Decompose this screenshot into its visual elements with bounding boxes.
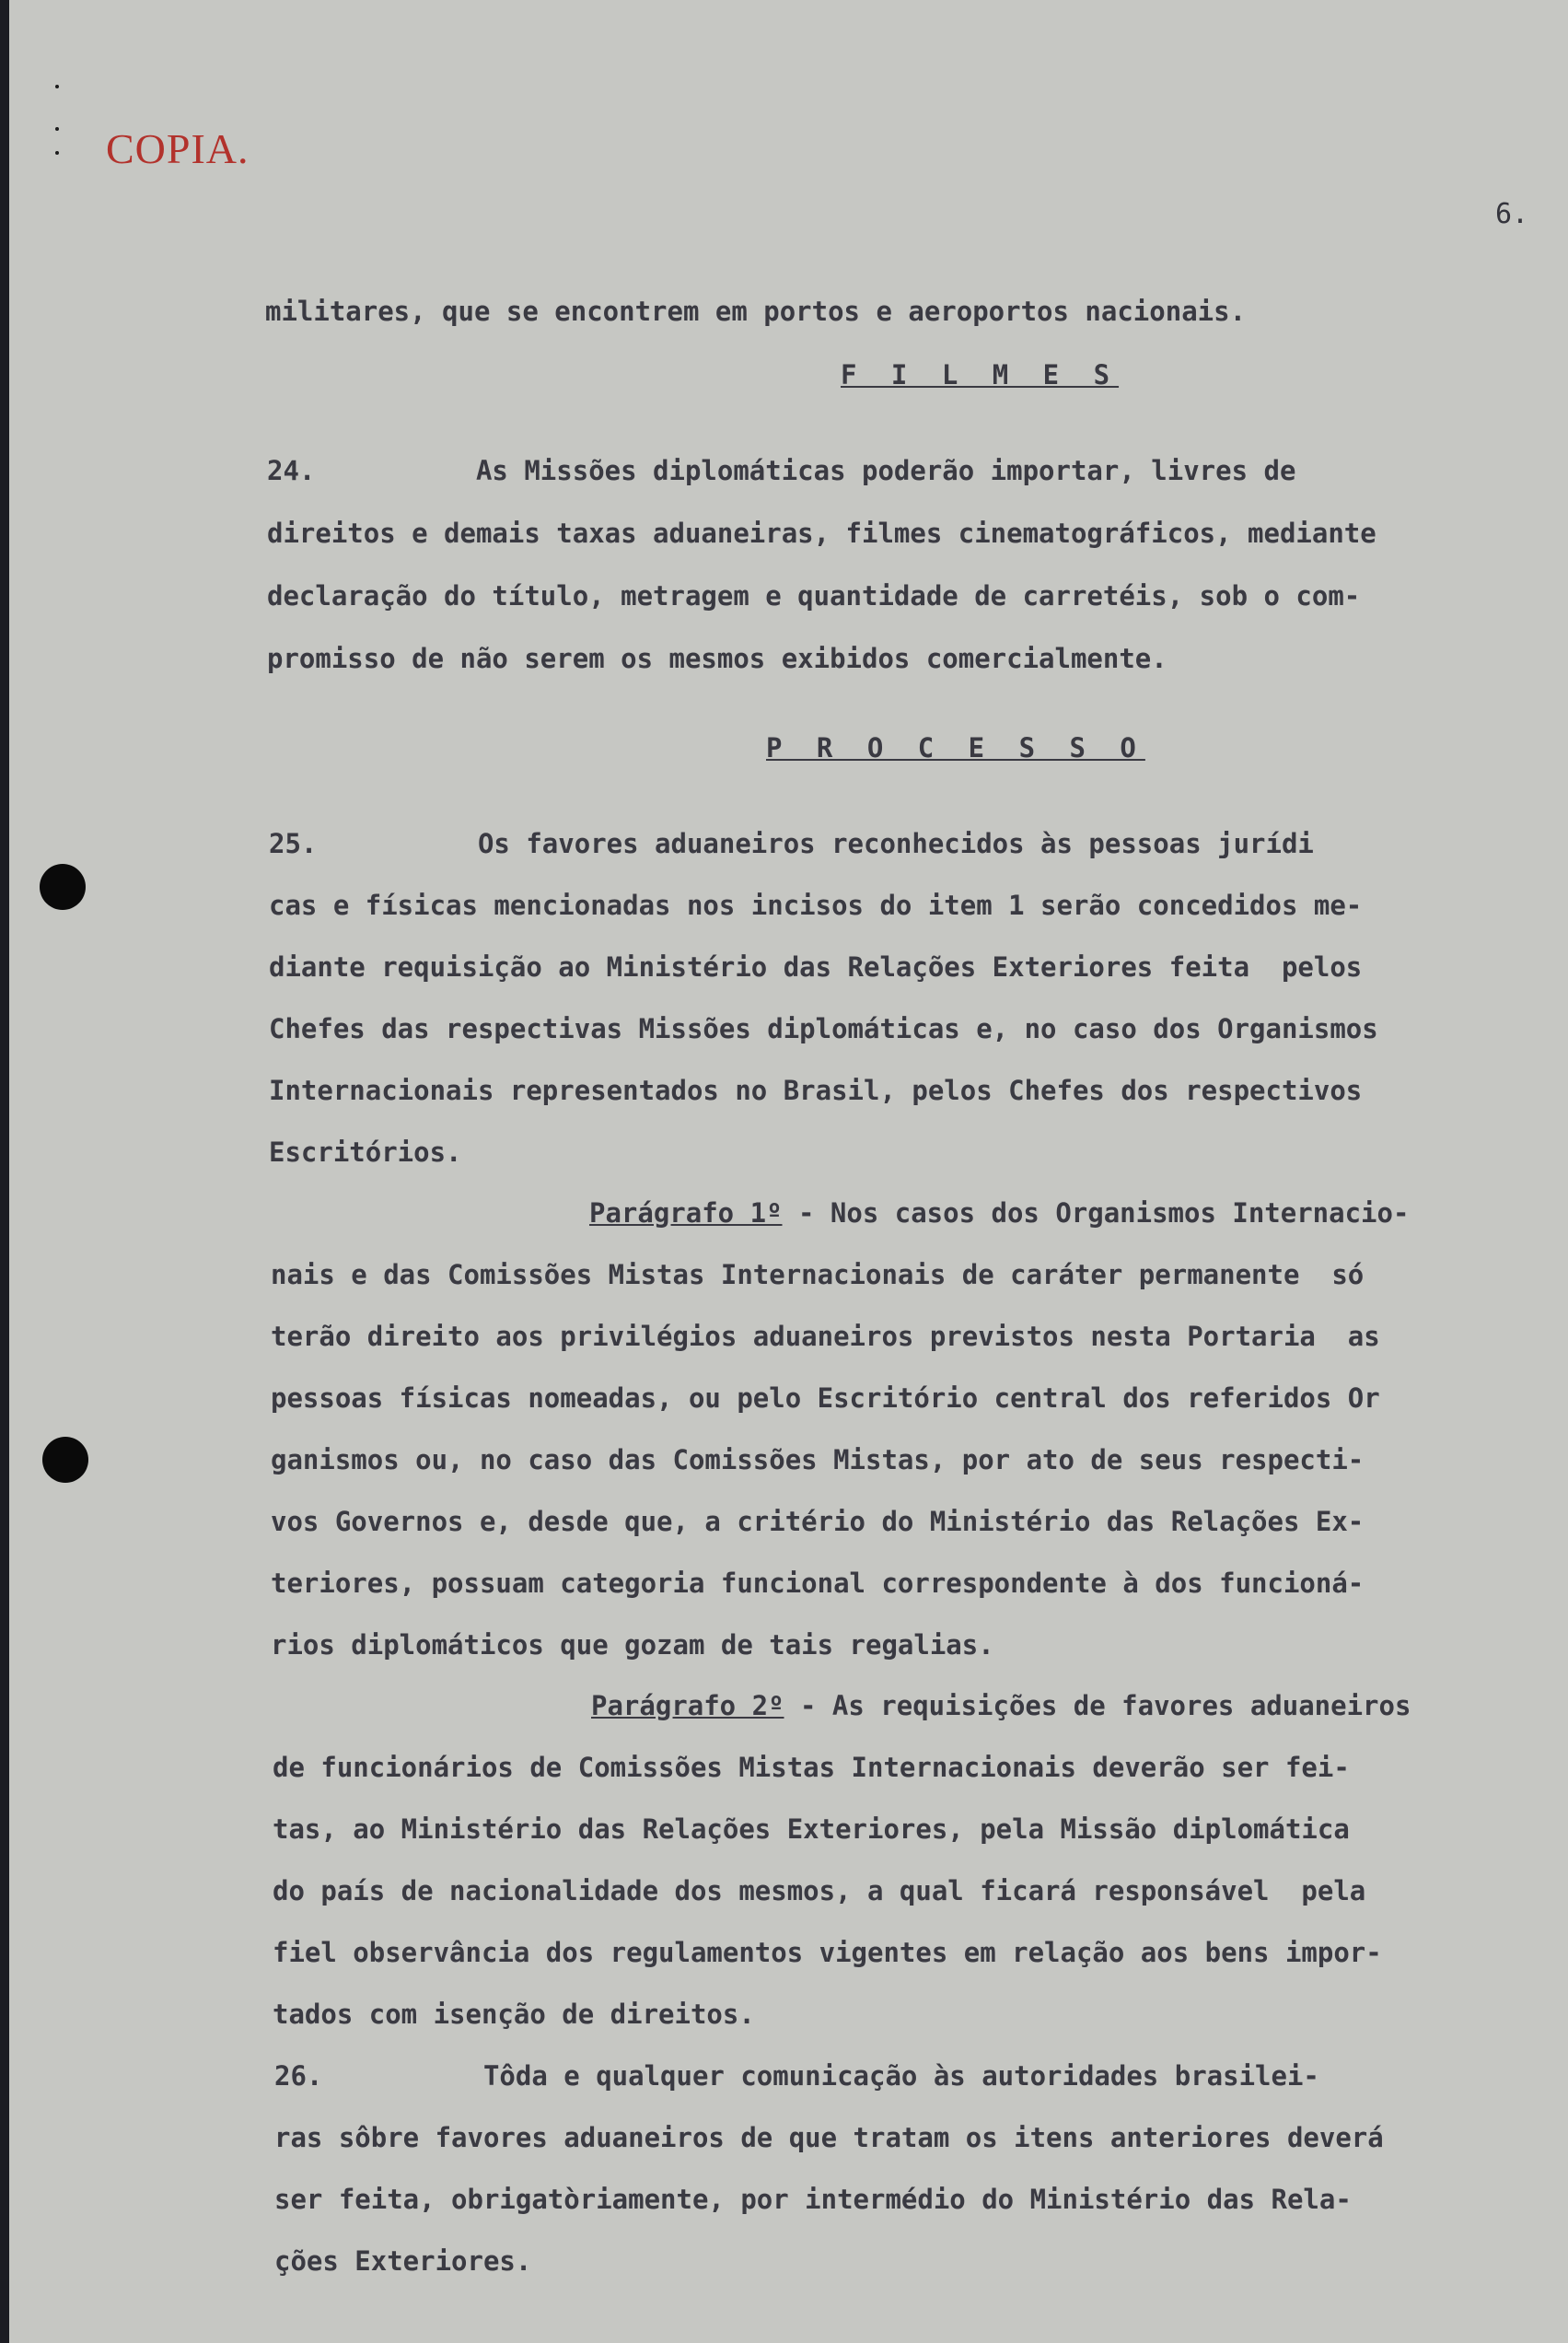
text-line: Internacionais representados no Brasil, pelos Chefes dos respectivos xyxy=(269,1075,1363,1106)
margin-mark xyxy=(55,127,59,131)
text-line: Chefes das respectivas Missões diplomáticas e, no caso dos Organismos xyxy=(269,1013,1378,1044)
text-line: nais e das Comissões Mistas Internacionais de caráter permanente só xyxy=(271,1259,1365,1290)
text-line: diante requisição ao Ministério das Relações Exteriores feita pelos xyxy=(269,951,1363,983)
text-line: 25. Os favores aduaneiros reconhecidos às pessoas jurídi xyxy=(269,828,1314,859)
text-line: direitos e demais taxas aduaneiras, filmes cinematográficos, mediante xyxy=(267,518,1376,549)
text-line: ções Exteriores. xyxy=(274,2245,532,2277)
text-line: 24. As Missões diplomáticas poderão importar, livres de xyxy=(267,455,1296,486)
text-line: ser feita, obrigatòriamente, por intermédio do Ministério das Rela- xyxy=(274,2184,1352,2215)
text-line: cas e físicas mencionadas nos incisos do item 1 serão concedidos me- xyxy=(269,890,1363,921)
text-line: ras sôbre favores aduaneiros de que tratam os itens anteriores deverá xyxy=(274,2122,1384,2153)
paragraph-1-line: Parágrafo 1º - Nos casos dos Organismos Internacio- xyxy=(589,1197,1410,1229)
punch-hole xyxy=(42,1437,88,1483)
text-line: tados com isenção de direitos. xyxy=(273,1999,755,2030)
section-heading-processo: P R O C E S S O xyxy=(766,732,1145,764)
paragraph-2-label: Parágrafo 2º xyxy=(591,1690,784,1721)
text-line: 26. Tôda e qualquer comunicação às autoridades brasilei- xyxy=(274,2060,1319,2092)
text-line: militares, que se encontrem em portos e aeroportos nacionais. xyxy=(265,296,1247,327)
paragraph-2-line: Parágrafo 2º - As requisições de favores aduaneiros xyxy=(591,1690,1411,1721)
page-number: 6. xyxy=(1495,198,1529,230)
text-line: tas, ao Ministério das Relações Exteriores, pela Missão diplomática xyxy=(273,1813,1350,1845)
text-line: fiel observância dos regulamentos vigentes em relação aos bens impor- xyxy=(273,1937,1382,1968)
text-line: terão direito aos privilégios aduaneiros previstos nesta Portaria as xyxy=(271,1321,1380,1352)
text-line: promisso de não serem os mesmos exibidos comercialmente. xyxy=(267,643,1167,674)
document-page xyxy=(9,0,1568,2343)
text-line: do país de nacionalidade dos mesmos, a qual ficará responsável pela xyxy=(273,1875,1366,1906)
section-heading-filmes: F I L M E S xyxy=(841,359,1120,390)
text-line: teriores, possuam categoria funcional correspondente à dos funcioná- xyxy=(271,1568,1365,1599)
text-line: ganismos ou, no caso das Comissões Mistas, por ato de seus respecti- xyxy=(271,1444,1365,1475)
punch-hole xyxy=(40,864,86,910)
copia-stamp: COPIA. xyxy=(106,125,250,172)
paragraph-1-label: Parágrafo 1º xyxy=(589,1197,783,1229)
text-line: pessoas físicas nomeadas, ou pelo Escritório central dos referidos Or xyxy=(271,1382,1380,1414)
text-line: vos Governos e, desde que, a critério do Ministério das Relações Ex- xyxy=(271,1506,1365,1537)
margin-mark xyxy=(55,85,59,88)
margin-mark xyxy=(55,151,59,155)
text-line: Escritórios. xyxy=(269,1137,462,1168)
text-line: declaração do título, metragem e quantidade de carretéis, sob o com- xyxy=(267,580,1361,612)
text-line: rios diplomáticos que gozam de tais regalias. xyxy=(271,1629,994,1661)
text-line: de funcionários de Comissões Mistas Internacionais deverão ser fei- xyxy=(273,1752,1350,1783)
